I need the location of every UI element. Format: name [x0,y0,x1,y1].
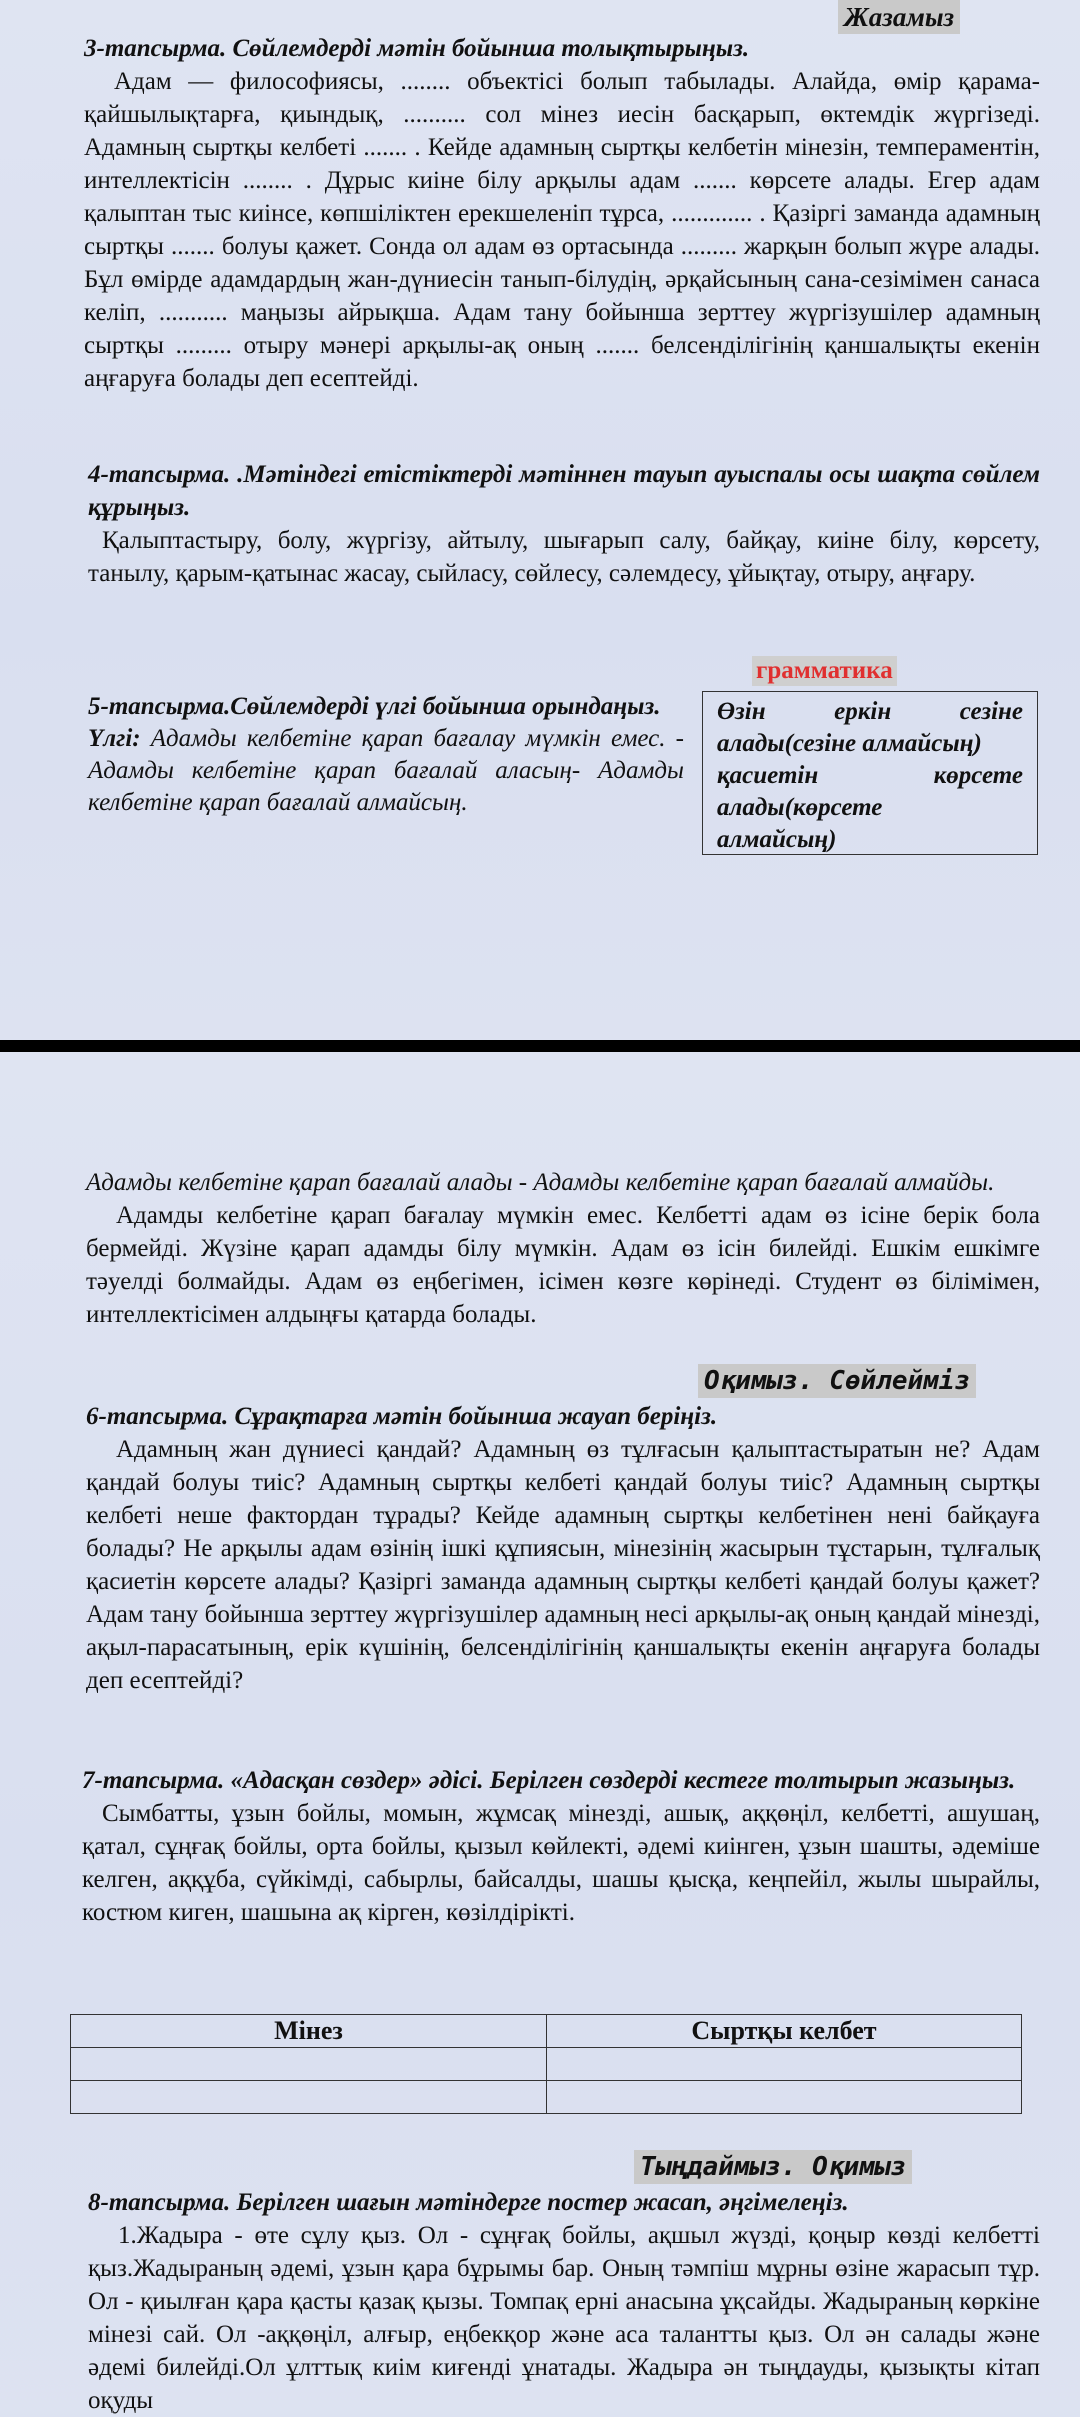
task-8-title: 8-тапсырма. Берілген шағын мәтіндерге постер жасап, әңгімелеңіз. [88,2189,849,2216]
table-row [71,2048,1022,2081]
table-row [71,2081,1022,2114]
grammar-line: қасиетін көрсете [717,762,1023,789]
task-4-title: 4-тапсырма. .Мәтіндегі етістіктерді мәтіннен тауып ауыспалы осы шақта сөйлем құрыңыз. [88,461,1040,521]
table-cell[interactable] [71,2048,547,2081]
task-5-title: 5-тапсырма.Сөйлемдерді үлгі бойынша орындаңыз. [88,693,661,720]
table-header-character: Мінез [71,2015,547,2048]
intro-body: Адамды келбетіне қарап бағалау мүмкін емес. Келбетті адам өз ісіне берік бола бермейді. Жүзіне қарап адамды білу мүмкін. Адам өз ісін билейді. Ешкім ешкімге тәуелді болмайды. Адам өз еңбегімен, ісімен көзге көрінеді. Студент өз білімімен, интеллектісімен алдыңғы қатарда болады. [86,1202,1040,1328]
example-label: Үлгі: [88,725,141,752]
table-cell[interactable] [547,2081,1022,2114]
task-7 [82,1764,1040,1929]
task-6-title: 6-тапсырма. Сұрақтарға мәтін бойынша жауап беріңіз. [86,1403,718,1430]
task-7-body: Сымбатты, ұзын бойлы, момын, жұмсақ мінезді, ашық, аққөңіл, келбетті, ашушаң, қатал, сұңғақ бойлы, орта бойлы, қызыл көйлекті, әдемі киінген, ұзын шашты, әдеміше келген, аққұба, сүйкімді, сабырлы, байсалды, шашы қысқа, кеңпейіл, жылы шырайлы, костюм киген, шашына ақ кірген, көзілдірікті. [82,1800,1040,1926]
page-divider [0,1040,1080,1052]
intro [86,1166,1040,1331]
task-6-body: Адамның жан дүниесі қандай? Адамның өз тұлғасын қалыптастыратын не? Адам қандай болуы тиіс? Адамның сыртқы келбеті қандай болуы тиіс? Адамның сыртқы келбеті неше фактордан тұрады? Кейде адамның сыртқы келбетінен нені байқауға болады? Не арқылы адам өзінің ішкі құпиясын, мінезінің жасырын тұстарын, тұлғалық қасиетін көрсете алады? Қазіргі заманда адамның сыртқы келбеті қандай болуы қажет? Адам тану бойынша зерттеу жүргізушілер адамның несі арқылы-ақ оның қандай мінезді, ақыл-парасатының, ерік күшінің, белсенділігінің қаншалықты екенін аңғаруға болады деп есептейді? [86,1436,1040,1694]
task-3 [84,32,1040,395]
task-4 [88,458,1040,590]
table-cell[interactable] [71,2081,547,2114]
task-4-body: Қалыптастыру, болу, жүргізу, айтылу, шығарып салу, байқау, киіне білу, көрсету, танылу, қарым-қатынас жасау, сыйласу, сөйлесу, сәлемдесу, ұйықтау, отыру, аңғару. [88,527,1040,587]
grammar-line: алады(көрсете [717,794,883,821]
grammar-badge: грамматика [752,656,897,686]
page-1 [0,0,1080,1040]
grammar-box [702,691,1038,855]
section-badge-listen-read: Тыңдаймыз. Оқимыз [634,2150,912,2184]
task-6 [86,1400,1040,1697]
section-badge-read-speak: Оқимыз. Сөйлейміз [698,1364,976,1398]
intro-italic: Адамды келбетіне қарап бағалай алады - Адамды келбетіне қарап бағалай алмайды. [86,1169,995,1196]
grammar-line: Өзін еркін сезіне [717,698,1023,725]
task-5-example [88,723,684,819]
table-header-row [71,2015,1022,2048]
table-header-appearance: Сыртқы келбет [547,2015,1022,2048]
task-7-title: 7-тапсырма. «Адасқан сөздер» әдісі. Берілген сөздерді кестеге толтырып жазыңыз. [82,1767,1016,1794]
task-8 [88,2186,1040,2417]
task-8-body: 1.Жадыра - өте сұлу қыз. Ол - сұңғақ бойлы, ақшыл жүзді, қоңыр көзді келбетті қыз.Жадыраның әдемі, ұзын қара бұрымы бар. Оның тәмпіш мұрны өзіне жарасып тұр. Ол - қиылған қара қасты қазақ қызы. Томпақ ерні анасына ұқсайды. Жадыраның көркіне мінезі сай. Ол -аққөңіл, алғыр, еңбекқор және аса талантты қыз. Ол ән салады және әдемі билейді.Ол ұлттық киім киғенді ұнатады. Жадыра ән тыңдауды, қызықты кітап оқуды [88,2222,1040,2414]
example-text: Адамды келбетіне қарап бағалау мүмкін емес. - Адамды келбетіне қарап бағалай аласың- Адамды келбетіне қарап бағалай алмайсың. [88,725,685,816]
section-badge-write: Жазамыз [838,0,960,34]
grammar-line: алады(сезіне алмайсың) [717,730,982,757]
task-3-title: 3-тапсырма. Сөйлемдерді мәтін бойынша толықтырыңыз. [84,35,750,62]
grammar-line: алмайсың) [717,826,837,853]
task-5 [88,691,684,819]
task-3-body: Адам — философиясы, ........ объектісі болып табылады. Алайда, өмір қарама-қайшылықтарға, қиындық, .......... сол мінез иесін басқарып, өктемдік жүргізеді. Адамның сыртқы келбеті ....... . Кейде адамның сыртқы келбетін мінезін, темпераментін, интеллектісін ........ . Дұрыс киіне білу арқылы адам ....... көрсете алады. Егер адам қалыптан тыс киінсе, көпшіліктен ерекшеленіп тұрса, ............. . Қазіргі заманда адамның сыртқы ....... болуы қажет. Сонда ол адам өз ортасында ......... жарқын болып жүре алады. Бұл өмірде адамдардың жан-дүниесін танып-білудің, әрқайсының сана-сезімімен санаса келіп, ........... маңызы айрықша. Адам тану бойынша зерттеу жүргізушілер адамның сыртқы ......... отыру мәнері арқылы-ақ оның ....... белсенділігінің қаншалықты екенін аңғаруға болады деп есептейді. [84,68,1040,392]
word-sort-table [70,2014,1022,2114]
table-cell[interactable] [547,2048,1022,2081]
